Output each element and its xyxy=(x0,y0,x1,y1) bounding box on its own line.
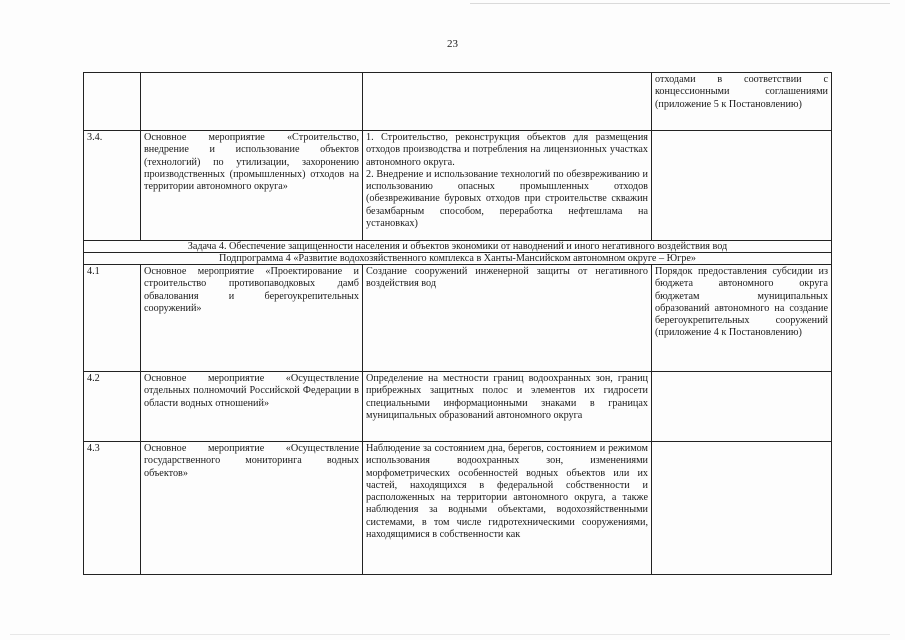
cell-result: Определение на местности границ водоохранных зон, границ прибрежных защитных полос и элементов их гидросети специальными информационными знаками в границах муниципальных образований автономного округа xyxy=(363,372,652,442)
cell-number: 4.2 xyxy=(84,372,141,442)
cell-activity: Основное мероприятие «Осуществление отдельных полномочий Российской Федерации в области водных отношений» xyxy=(141,372,363,442)
table-row-4-1 xyxy=(84,265,832,372)
cell-number: 3.4. xyxy=(84,131,141,241)
cell-document xyxy=(652,131,832,241)
cell-document: отходами в соответствии с концессионными соглашениями (приложение 5 к Постановлению) xyxy=(652,73,832,131)
cell-result: Наблюдение за состоянием дна, берегов, состоянием и режимом использования водоохранных зон, изменениями морфометрических особенностей водных объектов или их частей, находящихся в федеральной собственности и расположенных на территории автономного округа, а также наблюдения за водными объектами, водохозяйственными системами, в том числе гидротехническими сооружениями, находящимися в собственности как xyxy=(363,442,652,575)
cell-activity xyxy=(141,73,363,131)
cell-result: 1. Строительство, реконструкция объектов для размещения отходов производства и потребления на лицензионных участках автономного округа. 2. Внедрение и использование технологий по обезвреживанию и использованию опасных промышленных отходов (обезвреживание буровых отходов при строительстве скважин безамбарным способом, переработка нефтешлама на установках) xyxy=(363,131,652,241)
measures-table xyxy=(83,72,832,575)
cell-number xyxy=(84,73,141,131)
cell-activity: Основное мероприятие «Осуществление государственного мониторинга водных объектов» xyxy=(141,442,363,575)
cell-result xyxy=(363,73,652,131)
table-row-3-4 xyxy=(84,131,832,241)
subprogram-header-row xyxy=(84,253,832,265)
table-row-continuation xyxy=(84,73,832,131)
cell-result: Создание сооружений инженерной защиты от негативного воздействия вод xyxy=(363,265,652,372)
cell-document: Порядок предоставления субсидии из бюджета автономного округа бюджетам муниципальных образований автономного на создание берегоукрепительных сооружений (приложение 4 к Постановлению) xyxy=(652,265,832,372)
cell-document xyxy=(652,372,832,442)
task-header-row xyxy=(84,241,832,253)
table-row-4-3 xyxy=(84,442,832,575)
page-number: 23 xyxy=(447,38,458,50)
cell-document xyxy=(652,442,832,575)
subprogram-header: Подпрограмма 4 «Развитие водохозяйственного комплекса в Ханты-Мансийском автономном округе – Югре» xyxy=(84,253,832,265)
task-header: Задача 4. Обеспечение защищенности населения и объектов экономики от наводнений и иного негативного воздействия вод xyxy=(84,241,832,253)
table-row-4-2 xyxy=(84,372,832,442)
cell-number: 4.1 xyxy=(84,265,141,372)
cell-number: 4.3 xyxy=(84,442,141,575)
cell-activity: Основное мероприятие «Строительство, внедрение и использование объектов (технологий) по утилизации, захоронению производственных (промышленных) отходов на территории автономного округа» xyxy=(141,131,363,241)
scan-artifact-top xyxy=(470,3,890,4)
cell-activity: Основное мероприятие «Проектирование и строительство противопаводковых дамб обвалования и берегоукрепительных сооружений» xyxy=(141,265,363,372)
scan-artifact-bottom xyxy=(10,634,890,635)
